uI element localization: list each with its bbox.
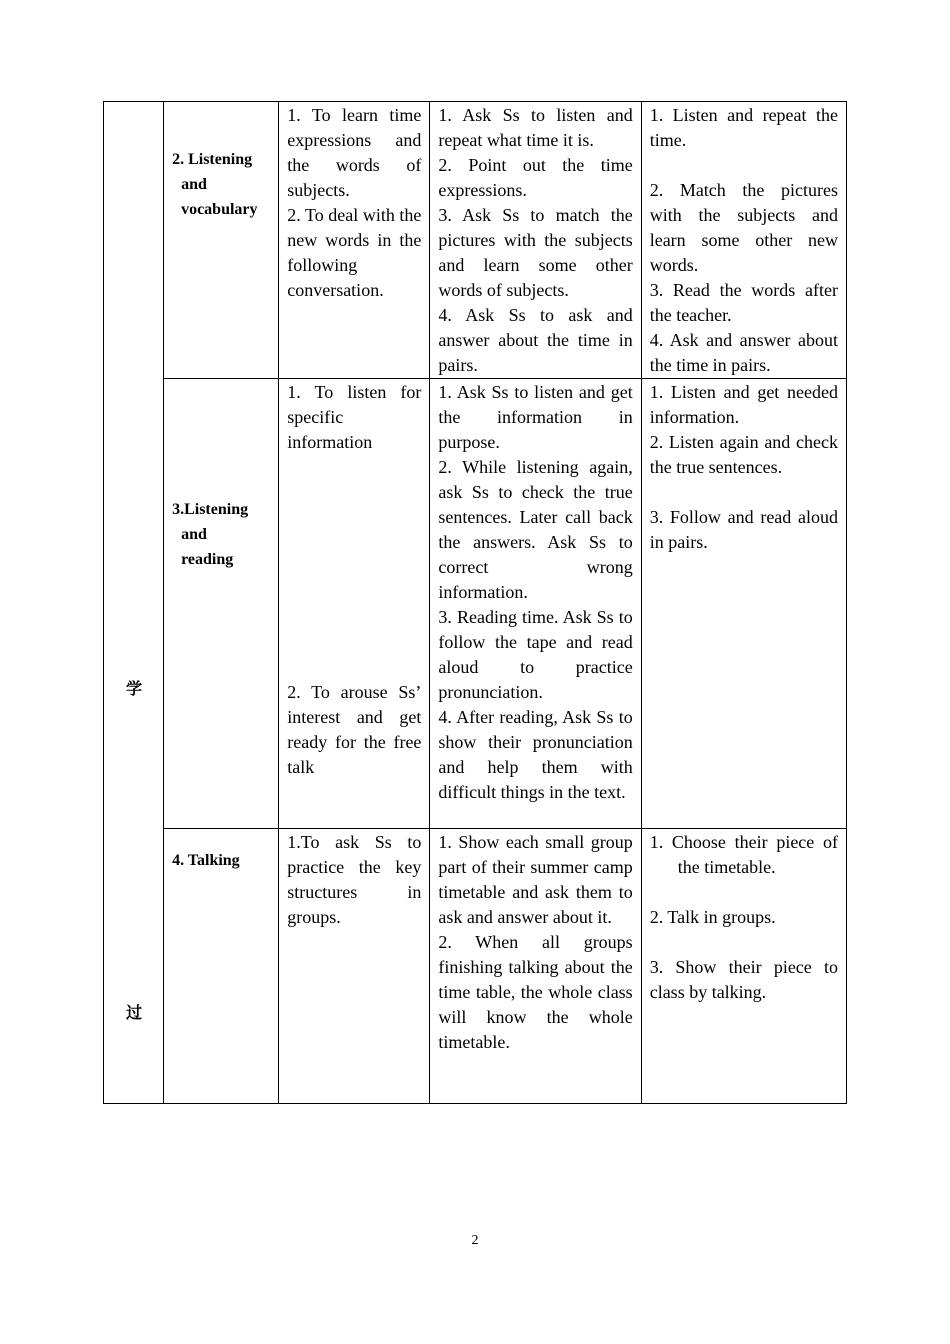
aim-item: 2. To arouse Ss’ interest and get ready for the free talk (287, 682, 422, 777)
teacher-step: 1. Ask Ss to listen and get the information in purpose. (438, 382, 633, 452)
aim-item: 1.To ask Ss to practice the key structures in groups. (287, 832, 422, 927)
table-row (104, 102, 847, 379)
student-step: 2. Talk in groups. (649, 907, 776, 927)
teacher-step: 3. Ask Ss to match the pictures with the subjects and learn some other words of subjects. (438, 205, 633, 300)
student-step: 1. Listen and repeat the time. (649, 105, 838, 150)
aims-cell (279, 829, 430, 1104)
teacher-step: 4. After reading, Ask Ss to show their pronunciation and help them with difficult things in the text. (438, 707, 633, 802)
page-number: 2 (471, 1233, 479, 1248)
teacher-step: 3. Reading time. Ask Ss to follow the tape and read aloud to practice pronunciation. (438, 607, 633, 702)
stage-label: 3.Listening and reading (172, 501, 249, 568)
aims-cell (279, 102, 430, 379)
teacher-activity-cell (430, 102, 641, 379)
table-row (104, 829, 847, 1104)
student-activity-cell (641, 829, 846, 1104)
teacher-step: 1. Show each small group part of their summer camp timetable and ask them to ask and answer about it. (438, 832, 633, 927)
stage-label: 2. Listening and vocabulary (172, 151, 258, 218)
side-char-top: 学 (125, 679, 142, 698)
student-step: 1. Listen and get needed information. (649, 382, 838, 427)
side-char-bottom: 过 (125, 1003, 142, 1022)
aim-item: 2. To deal with the new words in the following conversation. (287, 205, 422, 300)
student-step: 2. Listen again and check the true sentences. (649, 432, 838, 477)
student-step: 4. Ask and answer about the time in pairs. (649, 330, 838, 375)
student-step: 3. Follow and read aloud in pairs. (649, 507, 838, 552)
student-step: 2. Match the pictures with the subjects and learn some other new words. (649, 180, 838, 275)
teacher-step: 1. Ask Ss to listen and repeat what time it is. (438, 105, 633, 150)
aims-cell (279, 379, 430, 829)
student-activity-cell (641, 379, 846, 829)
teacher-activity-cell (430, 379, 641, 829)
table-row (104, 379, 847, 829)
teacher-step: 2. Point out the time expressions. (438, 155, 633, 200)
lesson-plan-table (103, 101, 847, 1104)
teacher-step: 2. While listening again, ask Ss to check the true sentences. Later call back the answers. Ask Ss to correct wrong information. (438, 457, 633, 602)
stage-cell (164, 102, 279, 379)
student-step: 3. Read the words after the teacher. (649, 280, 838, 325)
stage-cell (164, 829, 279, 1104)
student-step: 3. Show their piece to class by talking. (649, 957, 838, 1002)
teacher-step: 2. When all groups finishing talking about the time table, the whole class will know the whole timetable. (438, 932, 633, 1052)
process-side-label (104, 102, 164, 1104)
student-step: 1. Choose their piece of the timetable. (649, 832, 838, 877)
stage-cell (164, 379, 279, 829)
teacher-activity-cell (430, 829, 641, 1104)
aim-item: 1. To listen for specific information (287, 382, 422, 452)
stage-label: 4. Talking (172, 852, 240, 869)
teacher-step: 4. Ask Ss to ask and answer about the time in pairs. (438, 305, 633, 375)
student-activity-cell (641, 102, 846, 379)
aim-item: 1. To learn time expressions and the words of subjects. (287, 105, 422, 200)
